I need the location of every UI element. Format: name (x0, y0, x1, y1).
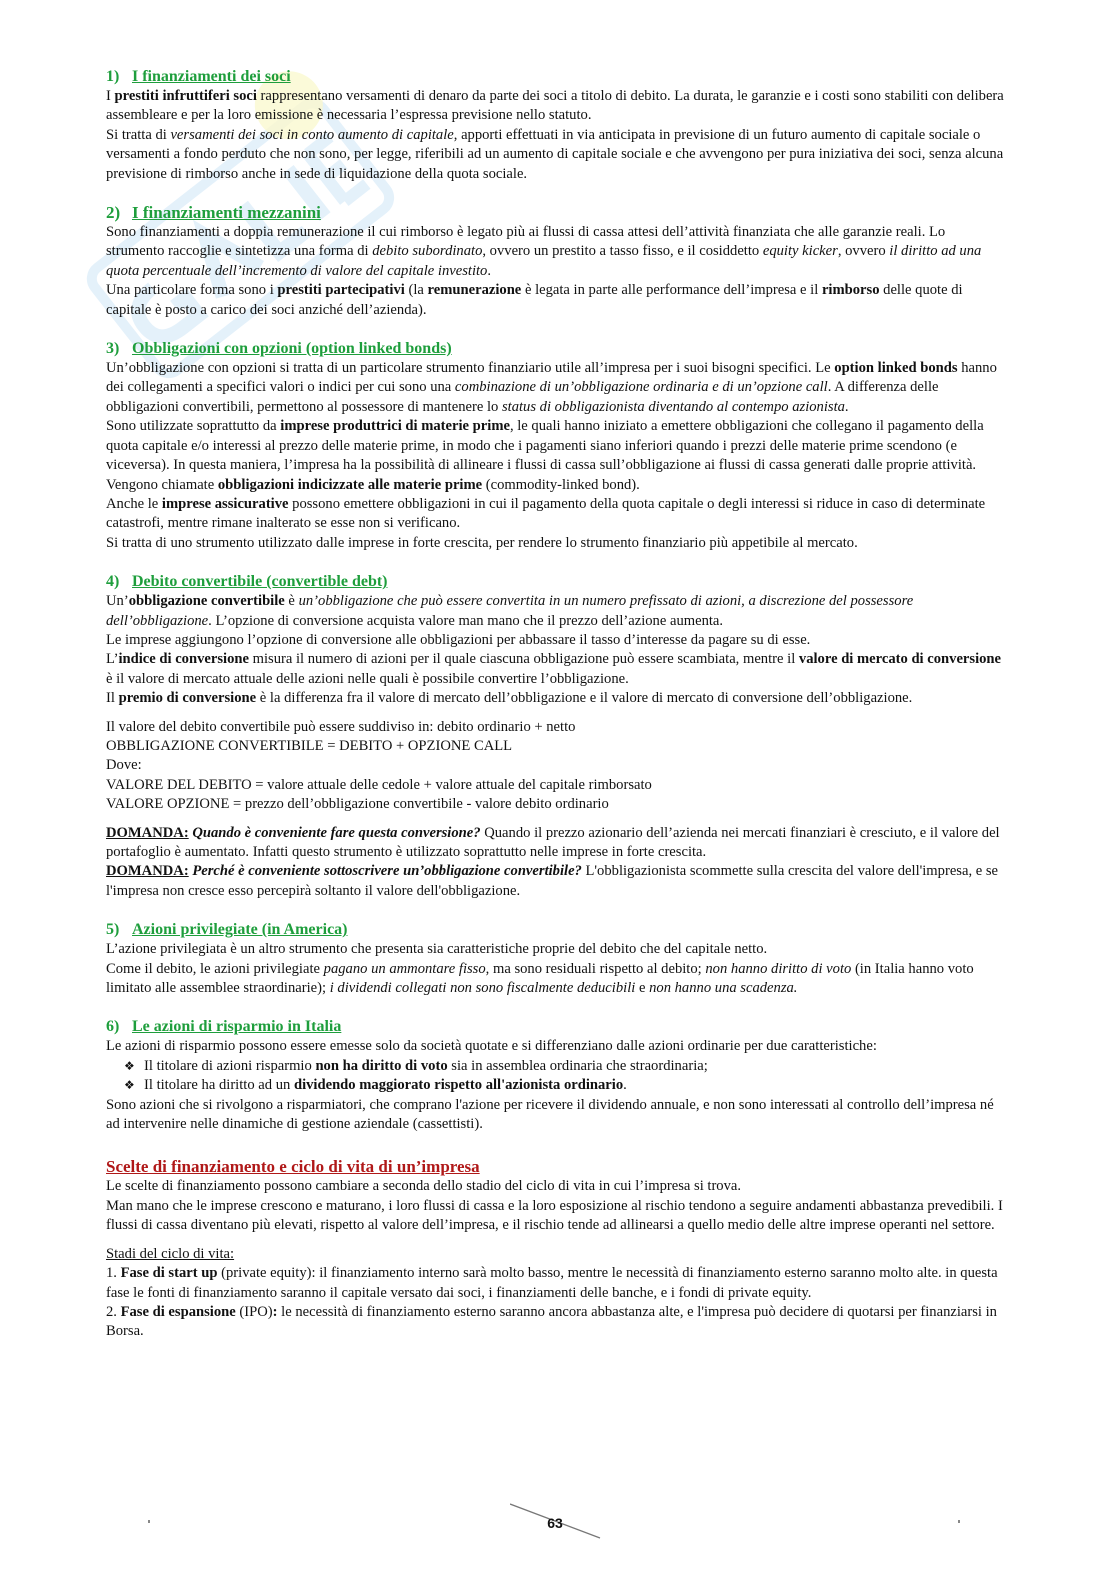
paragraph: Come il debito, le azioni privilegiate pagano un ammontare fisso, ma sono residuali rispetto al debito; non hanno diritto di voto (in Italia hanno voto limitato alle assemblee straordinarie); i dividendi collegati non sono fiscalmente deducibili e non hanno una scadenza. (106, 960, 974, 997)
formula-line: VALORE DEL DEBITO = valore attuale delle cedole + valore attuale del capitale rimborsato (106, 776, 652, 793)
question-paragraph: DOMANDA: Quando è conveniente fare questa conversione? Quando il prezzo azionario dell’azienda nei mercati finanziari è cresciuto, e il valore del portafoglio è aumentato. Infatti questo strumento è utilizzato soprattutto nelle imprese in forte crescita. (106, 824, 1000, 860)
section-option-linked-bonds (106, 338, 1006, 553)
section-title: Le azioni di risparmio in Italia (132, 1018, 342, 1036)
paragraph: Una particolare forma sono i prestiti partecipativi (la remunerazione è legata in parte alle performance dell’impresa e il rimborso delle quote di capitale è posto a carico dei soci anziché dell’azienda). (106, 282, 963, 318)
question-paragraph: DOMANDA: Perché è conveniente sottoscrivere un’obbligazione convertibile? L'obbligazionista scommette sulla crescita del valore dell'impresa, e se l'impresa non cresce esso percepirà soltanto il valore dell'obbligazione. (106, 863, 999, 899)
page-number: 63 (547, 1515, 563, 1531)
paragraph: Si tratta di uno strumento utilizzato dalle imprese in forte crescita, per rendere lo strumento finanziario più appetibile al mercato. (106, 534, 858, 551)
page-content (106, 66, 1006, 1354)
paragraph: Il premio di conversione è la differenza fra il valore di mercato dell’obbligazione e il valore di mercato di conversione dell’obbligazione. (106, 690, 913, 707)
formula-line: VALORE OPZIONE = prezzo dell’obbligazione convertibile - valore debito ordinario (106, 796, 609, 813)
paragraph: Le azioni di risparmio possono essere emesse solo da società quotate e si differenziano dalle azioni ordinarie per due caratteristiche: (106, 1038, 877, 1055)
bullet-list (106, 1057, 1006, 1096)
paragraph: Anche le imprese assicurative possono emettere obbligazioni in cui il pagamento della quota capitale o degli interessi si riduce in caso di determinate catastrofi, mentre rimane inalterato se esse non si verificano. (106, 495, 986, 532)
section-title: I finanziamenti mezzanini (132, 203, 321, 223)
section-heading: 6) Le azioni di risparmio in Italia (106, 1018, 342, 1036)
section-finanziamenti-mezzanini (106, 202, 1006, 320)
subheading: Stadi del ciclo di vita: (106, 1245, 235, 1262)
section-title: Obbligazioni con opzioni (option linked bonds) (132, 340, 452, 358)
section-heading: 4) Debito convertibile (convertible debt) (106, 573, 388, 591)
section-azioni-privilegiate (106, 919, 1006, 998)
formula-line: OBBLIGAZIONE CONVERTIBILE = DEBITO + OPZIONE CALL (106, 737, 513, 754)
stage-item: 1. Fase di start up (private equity): il finanziamento interno sarà molto basso, mentre le necessità di finanziamento esterno saranno molto alte. in questa fase le fonti di finanziamento saranno il capitale versato dai soci, i finanziamenti delle banche, e i fondi di private equity. (106, 1265, 998, 1301)
paragraph: L’indice di conversione misura il numero di azioni per il quale ciascuna obbligazione può essere scambiata, mentre il valore di mercato di conversione è il valore di mercato attuale delle azioni nelle quali è possibile convertire l’obbligazione. (106, 651, 1002, 687)
paragraph: Sono azioni che si rivolgono a risparmiatori, che comprano l'azione per ricevere il dividendo annuale, e non sono interessati al controllo dell’impresa né ad intervenire nelle dinamiche di gestione aziendale (cassettisti). (106, 1096, 994, 1133)
paragraph: Sono finanziamenti a doppia remunerazione il cui rimborso è legato più ai flussi di cassa attesi dell’attività finanziata che alle garanzie reali. Lo strumento raccoglie e sintetizza una forma di debito subordinato, ovvero un prestito a tasso fisso, e il cosiddetto equity kicker, ovvero il diritto ad una quota percentuale dell’incremento di valore del capitale investito. (106, 224, 982, 279)
list-item: ❖ Il titolare di azioni risparmio non ha diritto di voto sia in assemblea ordinaria che straordinaria; (124, 1057, 1006, 1076)
section-title: Debito convertibile (convertible debt) (132, 573, 388, 591)
section-title: Azioni privilegiate (in America) (132, 921, 348, 939)
diamond-bullet-icon: ❖ (124, 1078, 135, 1093)
paragraph: I prestiti infruttiferi soci rappresentano versamenti di denaro da parte dei soci a titolo di debito. La durata, le garanzie e i costi sono stabiliti con delibera assembleare e per la loro emissione è necessaria l’espressa previsione nello statuto. (106, 88, 1004, 124)
formula-line: Dove: (106, 757, 142, 774)
section-heading: 1) I finanziamenti dei soci (106, 68, 291, 85)
list-item: ❖ Il titolare ha diritto ad un dividendo maggiorato rispetto all'azionista ordinario. (124, 1076, 1006, 1095)
section-heading: 2) I finanziamenti mezzanini (106, 203, 321, 223)
stage-item: 2. Fase di espansione (IPO): le necessità di finanziamento esterno saranno ancora abbastanza alte, e l'impresa può decidere di quotarsi per finanziarsi in Borsa. (106, 1303, 997, 1340)
diamond-bullet-icon: ❖ (124, 1058, 135, 1073)
section-title: Scelte di finanziamento e ciclo di vita di un’impresa (106, 1157, 480, 1177)
section-finanziamenti-soci (106, 66, 1006, 184)
paragraph: Un’obbligazione convertibile è un’obbligazione che può essere convertita in un numero prefissato di azioni, a discrezione del possessore dell’obbligazione. L’opzione di conversione acquista valore man mano che il prezzo dell’azione aumenta. (106, 593, 914, 629)
paragraph: L’azione privilegiata è un altro strumento che presenta sia caratteristiche proprie del debito che del capitale netto. (106, 941, 768, 958)
paragraph: Sono utilizzate soprattutto da imprese produttrici di materie prime, le quali hanno iniziato a emettere obbligazioni che collegano il pagamento della quota capitale e/o interessi al prezzo delle materie prime, in modo che i pagamenti siano inferiori quando i prezzi delle materie prime scendono (e viceversa). In questa maniera, l’impresa ha la possibilità di allineare i flussi di cassa sull’obbligazione ai flussi di cassa generati dalle proprie attività. Vengono chiamate obbligazioni indicizzate alle materie prime (commodity-linked bond). (106, 418, 984, 493)
paragraph: Un’obbligazione con opzioni si tratta di un particolare strumento finanziario utile all’impresa per i suoi bisogni specifici. Le option linked bonds hanno dei collegamenti a specifici valori o indici per cui sono una combinazione di un’obbligazione ordinaria e di un’opzione call. A differenza delle obbligazioni convertibili, permettono al possessore di mantenere lo status di obbligazionista diventando al contempo azionista. (106, 360, 997, 415)
section-debito-convertibile (106, 571, 1006, 901)
footer-mark (148, 1520, 150, 1523)
section-ciclo-di-vita (106, 1156, 1006, 1341)
section-heading: 3) Obbligazioni con opzioni (option linked bonds) (106, 340, 452, 358)
section-title: I finanziamenti dei soci (132, 68, 291, 85)
paragraph: Man mano che le imprese crescono e maturano, i loro flussi di cassa e la loro esposizione al rischio tendono a seguire andamenti abbastanza prevedibili. I flussi di cassa diventano più elevati, rispetto al valore dell’impresa, e il rischio tende ad allinearsi a quello medio delle altre imprese operanti nel settore. (106, 1197, 1003, 1234)
paragraph: Le imprese aggiungono l’opzione di conversione alle obbligazioni per abbassare il tasso d’interesse da pagare su di esse. (106, 631, 811, 648)
section-heading: 5) Azioni privilegiate (in America) (106, 921, 348, 939)
paragraph: Si tratta di versamenti dei soci in conto aumento di capitale, apporti effettuati in via anticipata in previsione di un futuro aumento di capitale sociale o versamenti a fondo perduto che non sono, per legge, riferibili ad un aumento di capitale sociale e che avvengono per pura iniziativa dei soci, senza alcuna previsione di rimborso anche in sede di liquidazione della quota sociale. (106, 126, 1004, 182)
section-azioni-risparmio (106, 1016, 1006, 1134)
footer-mark (958, 1520, 960, 1523)
paragraph: Le scelte di finanziamento possono cambiare a seconda dello stadio del ciclo di vita in cui l’impresa si trova. (106, 1178, 742, 1195)
formula-line: Il valore del debito convertibile può essere suddiviso in: debito ordinario + netto (106, 718, 576, 735)
